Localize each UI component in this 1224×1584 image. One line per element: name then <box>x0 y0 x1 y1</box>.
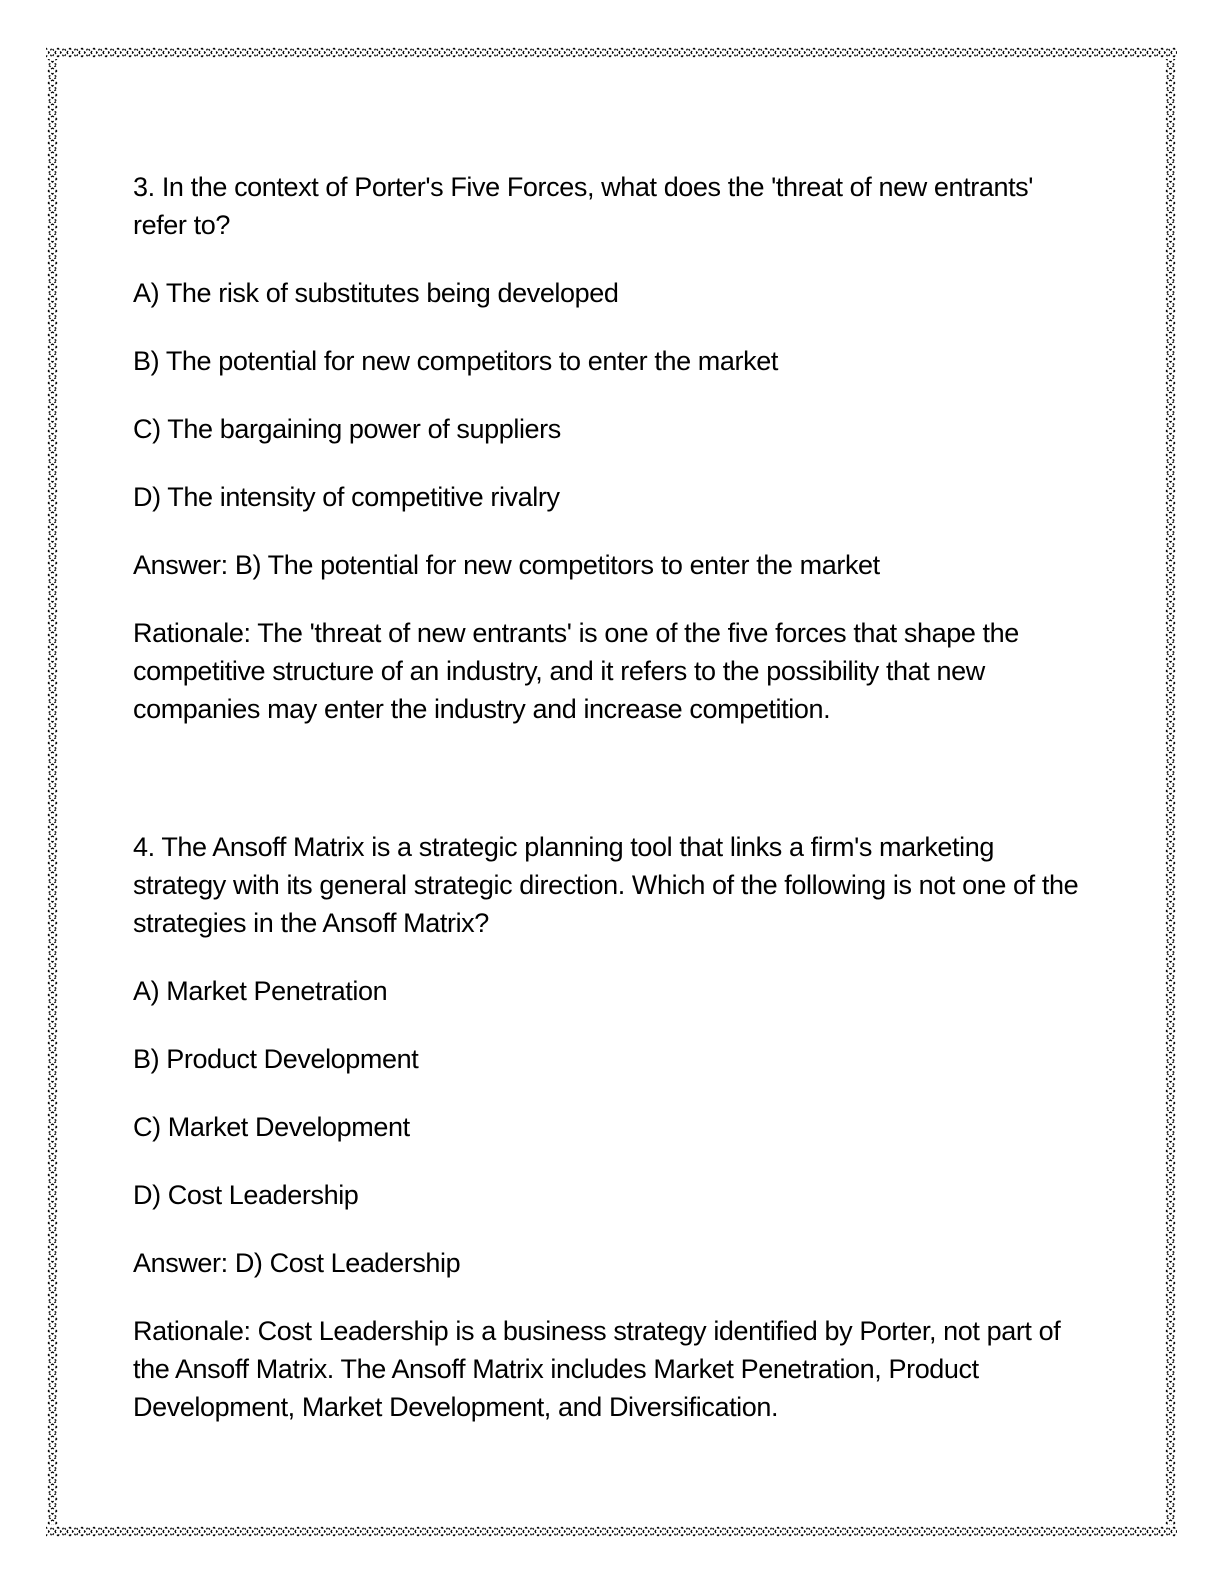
option-d: D) Cost Leadership <box>133 1180 359 1210</box>
rationale-text: Rationale: The 'threat of new entrants' is one of the five forces that shape the competitive structure of an industry, and it refers to the possibility that new companies may enter the industry and increase competition. <box>133 618 1019 724</box>
zigzag-border-top <box>46 46 1177 59</box>
rationale-text: Rationale: Cost Leadership is a business strategy identified by Porter, not part of the Ansoff Matrix. The Ansoff Matrix includes Market Penetration, Product Development, Market Development, and Diversification. <box>133 1316 1061 1422</box>
question-text: 4. The Ansoff Matrix is a strategic planning tool that links a firm's marketing strategy with its general strategic direction. Which of the following is not one of the strategies in the Ansoff Matrix? <box>133 832 1079 938</box>
zigzag-border-bottom <box>46 1525 1177 1538</box>
zigzag-border-left <box>46 59 59 1525</box>
option-c: C) Market Development <box>133 1112 410 1142</box>
paragraph-spacer <box>133 758 1093 828</box>
option-a: A) The risk of substitutes being developed <box>133 278 619 308</box>
answer-text: Answer: B) The potential for new competitors to enter the market <box>133 550 880 580</box>
question-4-block <box>133 828 1093 1426</box>
answer-text: Answer: D) Cost Leadership <box>133 1248 461 1278</box>
zigzag-border-right <box>1164 59 1177 1525</box>
question-3-block <box>133 168 1093 728</box>
document-content <box>133 168 1093 1456</box>
option-b: B) The potential for new competitors to enter the market <box>133 346 778 376</box>
option-c: C) The bargaining power of suppliers <box>133 414 561 444</box>
option-b: B) Product Development <box>133 1044 419 1074</box>
question-text: 3. In the context of Porter's Five Forces, what does the 'threat of new entrants' refer to? <box>133 172 1034 240</box>
option-d: D) The intensity of competitive rivalry <box>133 482 560 512</box>
option-a: A) Market Penetration <box>133 976 388 1006</box>
